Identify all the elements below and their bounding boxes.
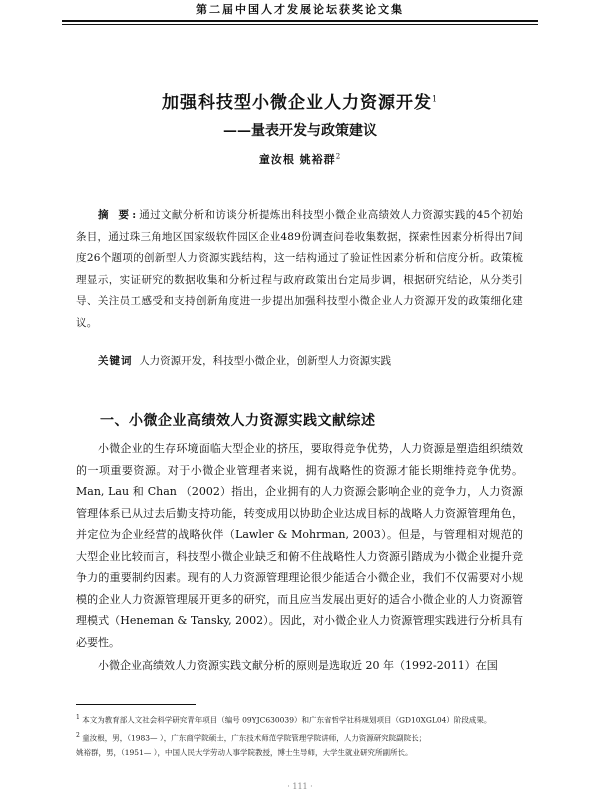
section-heading: 一、小微企业高绩效人力资源实践文献综述 [100,413,376,429]
paper-subtitle: ——量表开发与政策建议 [223,123,377,139]
abstract-text: 通过文献分析和访谈分析提炼出科技型小微企业高绩效人力资源实践的45个初始条目，通过珠三角地区国家级软件园区企业489份调查问卷收集数据，探索性因素分析得出7间度26个题项的创新型人力资源实践结构，这一结构通过了验证性因素分析和信度分析。政策梳理显示，实证研究的数据收集和分析过程与政府政策出台定局步调，根据研究结论，从分类引导、关注员工感受和支持创新角度进一步提出加强科技型小微企业人力资源开发的政策细化建议。 [76,209,523,329]
footnote-rule [76,704,196,705]
authors [0,151,600,167]
body-text [76,438,523,677]
keywords-text: 人力资源开发，科技型小微企业，创新型人力资源实践 [139,355,392,367]
abstract [76,205,523,334]
author-names: 童汝根 姚裕群 [258,153,336,166]
paper-title [0,88,600,113]
body-paragraph: 小微企业高绩效人力资源实践文献分析的原则是选取近 20 年（1992-2011）在国 [98,659,498,672]
keywords [98,352,523,370]
running-header: 第二届中国人才发展论坛获奖论文集 [62,0,538,22]
paper-title-text: 加强科技型小微企业人力资源开发 [161,93,432,113]
footnote [76,728,523,746]
footnotes [76,710,523,760]
footnote-text: 童汝根，男，（1983— ），广东商学院硕士，广东技术师范学院管理学院讲师，人力资源研究院副院长； [82,733,427,742]
abstract-label: 摘 要: [98,209,140,221]
page-number: · 111 · [287,782,313,791]
footnote-text: 本文为教育部人文社会科学研究青年项目（编号 09YJC630039）和广东省哲学社科规划项目（GD10XGL04）阶段成果。 [82,715,492,725]
footnote [76,745,523,760]
body-paragraph: 小微企业的生存环境面临大型企业的挤压，要取得竞争优势，人力资源是塑造组织绩效的一项重要资源。对于小微企业管理者来说，拥有战略性的资源才能长期维持竞争优势。Man, Lau 和 Chan （2002）指出，企业拥有的人力资源会影响企业的竞争力，人力资源管理体系已从过去后勤支持功能，转变成用以协助企业达成目标的战略人力资源管理角色，并定位为企业经营的战略伙伴（Lawler & Mohrman, 2003）。但是，与管理相对规范的大型企业比较而言，科技型小微企业缺乏和俯不住战略性人力资源引踏成为小微企业提升竞争力的重要制约因素。现有的人力资源管理理论很少能适合小微企业，我们不仅需要对小规模的企业人力资源管理展开更多的研究，而且应当发展出更好的适合小微企业的人力资源管理模式（Heneman & Tansky, 2002）。因此，对小微企业人力资源管理实践进行分析具有必要性。 [76,442,523,649]
keywords-label: 关键词 [98,355,133,367]
footnote-mark: 2 [76,731,80,739]
authors-footnote-mark: 2 [335,152,342,161]
footnote-mark: 1 [76,714,80,721]
title-footnote-mark: 1 [431,94,439,104]
footnote [76,710,523,728]
footnote-text: 姚裕群，男，（1951— ），中国人民大学劳动人事学院教授，博士生导师，大学生就业研究所副所长。 [76,748,413,757]
